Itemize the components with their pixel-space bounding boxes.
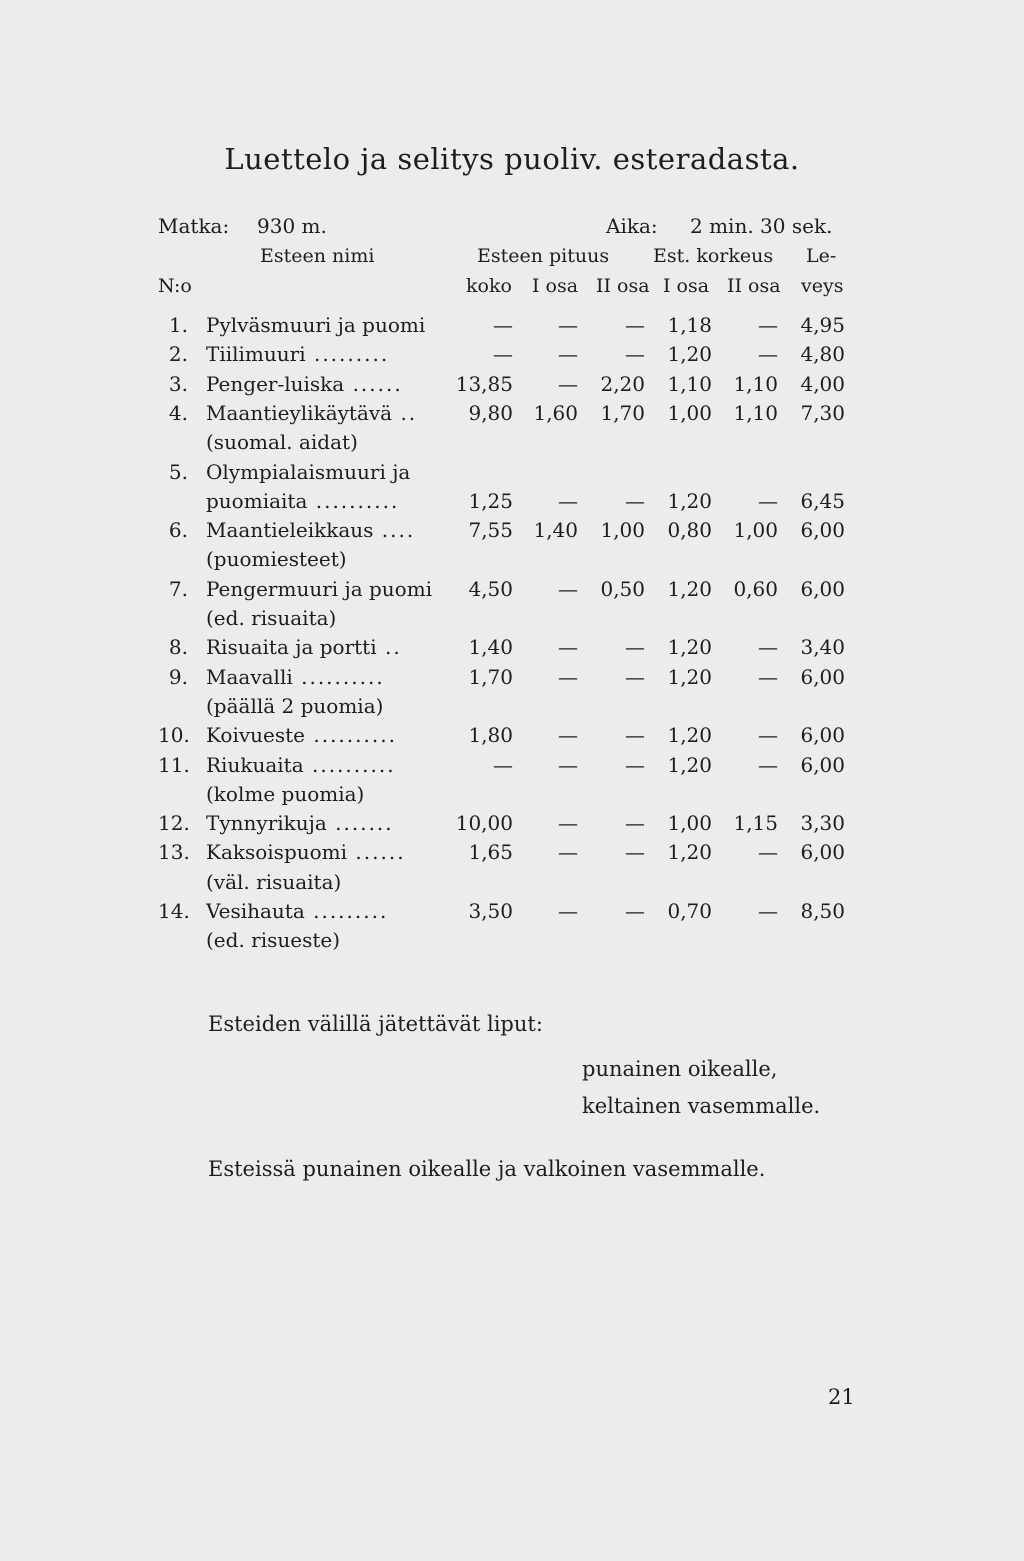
row-number: 14. xyxy=(158,899,190,923)
cell-length-part-2: — xyxy=(625,313,645,337)
cell-total-length: 1,40 xyxy=(468,635,513,659)
cell-width: 3,30 xyxy=(800,811,845,835)
cell-height-part-1: 1,20 xyxy=(667,840,712,864)
cell-total-length: — xyxy=(493,342,513,366)
table-row xyxy=(0,460,1024,490)
obstacle-name-text: (kolme puomia) xyxy=(206,782,365,806)
obstacle-name xyxy=(206,694,383,718)
time-label: Aika: xyxy=(606,214,658,238)
row-number: 12. xyxy=(158,811,190,835)
obstacle-name-text: Pengermuuri ja puomi xyxy=(206,577,433,601)
cell-height-part-2: — xyxy=(758,753,778,777)
header-length-part-1: I osa xyxy=(532,275,579,297)
leader-dots: .......... xyxy=(305,723,397,747)
cell-length-part-1: — xyxy=(558,342,578,366)
leader-dots: .. xyxy=(376,635,402,659)
table-row xyxy=(0,577,1024,607)
row-number: 13. xyxy=(158,840,190,864)
cell-length-part-1: 1,60 xyxy=(533,401,578,425)
cell-height-part-1: 1,20 xyxy=(667,489,712,513)
cell-height-part-2: 1,10 xyxy=(733,401,778,425)
cell-length-part-1: — xyxy=(558,723,578,747)
cell-length-part-2: 0,50 xyxy=(600,577,645,601)
cell-length-part-1: — xyxy=(558,577,578,601)
obstacle-name-text: (ed. risuaita) xyxy=(206,606,337,630)
cell-height-part-2: — xyxy=(758,899,778,923)
cell-total-length: — xyxy=(493,313,513,337)
obstacle-name-text: Olympialaismuuri ja xyxy=(206,460,411,484)
leader-dots: ......... xyxy=(304,899,389,923)
table-row xyxy=(0,782,1024,812)
row-number: 9. xyxy=(168,665,188,689)
header-length-part-2: II osa xyxy=(596,275,650,297)
obstacle-name xyxy=(206,782,364,806)
cell-length-part-1: — xyxy=(558,313,578,337)
header-obstacle-name: Esteen nimi xyxy=(260,245,375,267)
cell-width: 6,00 xyxy=(800,518,845,542)
cell-height-part-1: 1,20 xyxy=(667,342,712,366)
row-number: 1. xyxy=(168,313,188,337)
obstacle-name-text: Pylväsmuuri ja puomi xyxy=(206,313,426,337)
obstacle-name-text: (suomal. aidat) xyxy=(206,430,358,454)
obstacle-name-text: Maavalli xyxy=(206,665,293,689)
cell-width: 6,00 xyxy=(800,840,845,864)
cell-height-part-2: 0,60 xyxy=(733,577,778,601)
header-width-2: veys xyxy=(801,275,844,297)
obstacle-name xyxy=(206,313,425,337)
cell-height-part-1: 0,70 xyxy=(667,899,712,923)
header-total-length: koko xyxy=(466,275,512,297)
row-number: 3. xyxy=(168,372,188,396)
obstacle-name xyxy=(206,870,341,894)
table-row xyxy=(0,401,1024,431)
cell-length-part-1: — xyxy=(558,899,578,923)
cell-length-part-1: — xyxy=(558,635,578,659)
cell-height-part-1: 1,20 xyxy=(667,753,712,777)
cell-length-part-2: — xyxy=(625,840,645,864)
time-value: 2 min. 30 sek. xyxy=(690,214,833,238)
cell-height-part-1: 1,00 xyxy=(667,811,712,835)
obstacle-name-text: Koivueste xyxy=(206,723,305,747)
cell-height-part-2: — xyxy=(758,665,778,689)
obstacle-name xyxy=(206,840,406,864)
table-row xyxy=(0,547,1024,577)
obstacle-name-text: Tiilimuuri xyxy=(206,342,306,366)
header-number: N:o xyxy=(158,275,192,297)
cell-height-part-2: — xyxy=(758,635,778,659)
cell-width: 4,00 xyxy=(800,372,845,396)
cell-height-part-2: 1,15 xyxy=(733,811,778,835)
table-row xyxy=(0,606,1024,636)
leader-dots: ......... xyxy=(305,342,390,366)
table-row xyxy=(0,723,1024,753)
obstacle-name xyxy=(206,665,385,689)
cell-width: 6,00 xyxy=(800,665,845,689)
obstacle-name xyxy=(206,430,358,454)
cell-total-length: 1,25 xyxy=(468,489,513,513)
cell-height-part-2: — xyxy=(758,840,778,864)
cell-length-part-2: — xyxy=(625,899,645,923)
obstacle-name-text: (puomiesteet) xyxy=(206,547,347,571)
header-obstacle-length: Esteen pituus xyxy=(477,245,610,267)
obstacle-name-text: (väl. risuaita) xyxy=(206,870,342,894)
flags-intro: Esteiden välillä jätettävät liput: xyxy=(208,1012,543,1036)
cell-length-part-2: 1,70 xyxy=(600,401,645,425)
table-row xyxy=(0,870,1024,900)
table-row xyxy=(0,753,1024,783)
cell-total-length: 10,00 xyxy=(455,811,513,835)
cell-height-part-1: 1,00 xyxy=(667,401,712,425)
cell-total-length: — xyxy=(493,753,513,777)
obstacle-name xyxy=(206,460,410,484)
row-number: 6. xyxy=(168,518,188,542)
header-height-part-1: I osa xyxy=(663,275,710,297)
flag-red-note: punainen oikealle, xyxy=(582,1057,778,1081)
cell-height-part-1: 1,18 xyxy=(667,313,712,337)
row-number: 4. xyxy=(168,401,188,425)
obstacle-name-text: Kaksoispuomi xyxy=(206,840,348,864)
cell-width: 6,00 xyxy=(800,577,845,601)
table-row xyxy=(0,928,1024,958)
row-number: 2. xyxy=(168,342,188,366)
leader-dots: .......... xyxy=(292,665,385,689)
row-number: 7. xyxy=(168,577,188,601)
table-row xyxy=(0,342,1024,372)
cell-width: 6,00 xyxy=(800,723,845,747)
obstacle-name-text: Tynnyrikuja xyxy=(206,811,327,835)
row-number: 11. xyxy=(158,753,190,777)
cell-length-part-2: 2,20 xyxy=(600,372,645,396)
header-width-1: Le- xyxy=(806,245,837,267)
leader-dots: .... xyxy=(373,518,416,542)
header-obstacle-height: Est. korkeus xyxy=(653,245,774,267)
table-row xyxy=(0,489,1024,519)
cell-height-part-1: 1,20 xyxy=(667,635,712,659)
table-row xyxy=(0,430,1024,460)
cell-total-length: 1,65 xyxy=(468,840,513,864)
obstacle-name xyxy=(206,547,347,571)
table-row xyxy=(0,899,1024,929)
obstacle-name-text: (ed. risueste) xyxy=(206,928,341,952)
leader-dots: ....... xyxy=(326,811,394,835)
header-height-part-2: II osa xyxy=(727,275,781,297)
flag-yellow-note: keltainen vasemmalle. xyxy=(582,1094,821,1118)
table-row xyxy=(0,518,1024,548)
obstacle-name xyxy=(206,753,396,777)
leader-dots: ...... xyxy=(344,372,403,396)
obstacle-name xyxy=(206,811,394,835)
cell-height-part-1: 1,20 xyxy=(667,665,712,689)
obstacle-name xyxy=(206,489,399,513)
cell-height-part-2: 1,00 xyxy=(733,518,778,542)
cell-total-length: 7,55 xyxy=(468,518,513,542)
obstacle-name-text: puomiaita xyxy=(206,489,308,513)
cell-length-part-1: — xyxy=(558,372,578,396)
cell-length-part-1: — xyxy=(558,753,578,777)
leader-dots: .......... xyxy=(307,489,400,513)
leader-dots: ...... xyxy=(347,840,406,864)
cell-height-part-1: 0,80 xyxy=(667,518,712,542)
cell-length-part-2: — xyxy=(625,635,645,659)
cell-total-length: 1,70 xyxy=(468,665,513,689)
cell-width: 8,50 xyxy=(800,899,845,923)
cell-length-part-2: — xyxy=(625,665,645,689)
table-row xyxy=(0,694,1024,724)
cell-height-part-1: 1,20 xyxy=(667,723,712,747)
cell-length-part-2: — xyxy=(625,489,645,513)
obstacle-name-text: (päällä 2 puomia) xyxy=(206,694,384,718)
cell-total-length: 4,50 xyxy=(468,577,513,601)
row-number: 10. xyxy=(158,723,190,747)
obstacle-name xyxy=(206,401,417,425)
obstacle-name xyxy=(206,342,389,366)
obstacle-name-text: Vesihauta xyxy=(206,899,305,923)
obstacle-name-text: Penger-luiska xyxy=(206,372,345,396)
obstacle-name-text: Maantieleikkaus xyxy=(206,518,374,542)
cell-total-length: 13,85 xyxy=(455,372,513,396)
distance-label: Matka: xyxy=(158,214,230,238)
obstacle-name xyxy=(206,577,432,601)
obstacle-name xyxy=(206,899,388,923)
obstacle-name xyxy=(206,928,340,952)
table-row xyxy=(0,635,1024,665)
page-number: 21 xyxy=(828,1385,855,1409)
row-number: 8. xyxy=(168,635,188,659)
table-row xyxy=(0,811,1024,841)
row-number: 5. xyxy=(168,460,188,484)
obstacle-name-text: Maantieylikäytävä xyxy=(206,401,393,425)
cell-width: 6,45 xyxy=(800,489,845,513)
cell-height-part-2: 1,10 xyxy=(733,372,778,396)
cell-height-part-2: — xyxy=(758,313,778,337)
obstacle-name xyxy=(206,372,403,396)
table-row xyxy=(0,665,1024,695)
cell-height-part-2: — xyxy=(758,723,778,747)
cell-width: 7,30 xyxy=(800,401,845,425)
cell-total-length: 9,80 xyxy=(468,401,513,425)
cell-length-part-2: — xyxy=(625,811,645,835)
table-row xyxy=(0,313,1024,343)
cell-width: 4,80 xyxy=(800,342,845,366)
obstacle-name-text: Riukuaita xyxy=(206,753,304,777)
obstacle-name xyxy=(206,635,402,659)
cell-total-length: 3,50 xyxy=(468,899,513,923)
obstacle-name xyxy=(206,518,415,542)
cell-length-part-2: — xyxy=(625,723,645,747)
cell-total-length: 1,80 xyxy=(468,723,513,747)
leader-dots: .......... xyxy=(303,753,396,777)
cell-length-part-2: — xyxy=(625,342,645,366)
cell-length-part-2: 1,00 xyxy=(600,518,645,542)
obstacle-name xyxy=(206,606,336,630)
cell-width: 4,95 xyxy=(800,313,845,337)
cell-width: 3,40 xyxy=(800,635,845,659)
obstacle-flags-note: Esteissä punainen oikealle ja valkoinen vasemmalle. xyxy=(208,1157,766,1181)
table-row xyxy=(0,840,1024,870)
page-title: Luettelo ja selitys puoliv. esteradasta. xyxy=(224,142,800,176)
cell-length-part-1: — xyxy=(558,665,578,689)
cell-height-part-2: — xyxy=(758,489,778,513)
table-row xyxy=(0,372,1024,402)
cell-height-part-1: 1,20 xyxy=(667,577,712,601)
cell-height-part-2: — xyxy=(758,342,778,366)
obstacle-name-text: Risuaita ja portti xyxy=(206,635,377,659)
cell-length-part-2: — xyxy=(625,753,645,777)
obstacle-name xyxy=(206,723,397,747)
cell-width: 6,00 xyxy=(800,753,845,777)
cell-length-part-1: — xyxy=(558,811,578,835)
cell-height-part-1: 1,10 xyxy=(667,372,712,396)
leader-dots: .. xyxy=(392,401,418,425)
cell-length-part-1: 1,40 xyxy=(533,518,578,542)
cell-length-part-1: — xyxy=(558,840,578,864)
cell-length-part-1: — xyxy=(558,489,578,513)
distance-value: 930 m. xyxy=(257,214,327,238)
